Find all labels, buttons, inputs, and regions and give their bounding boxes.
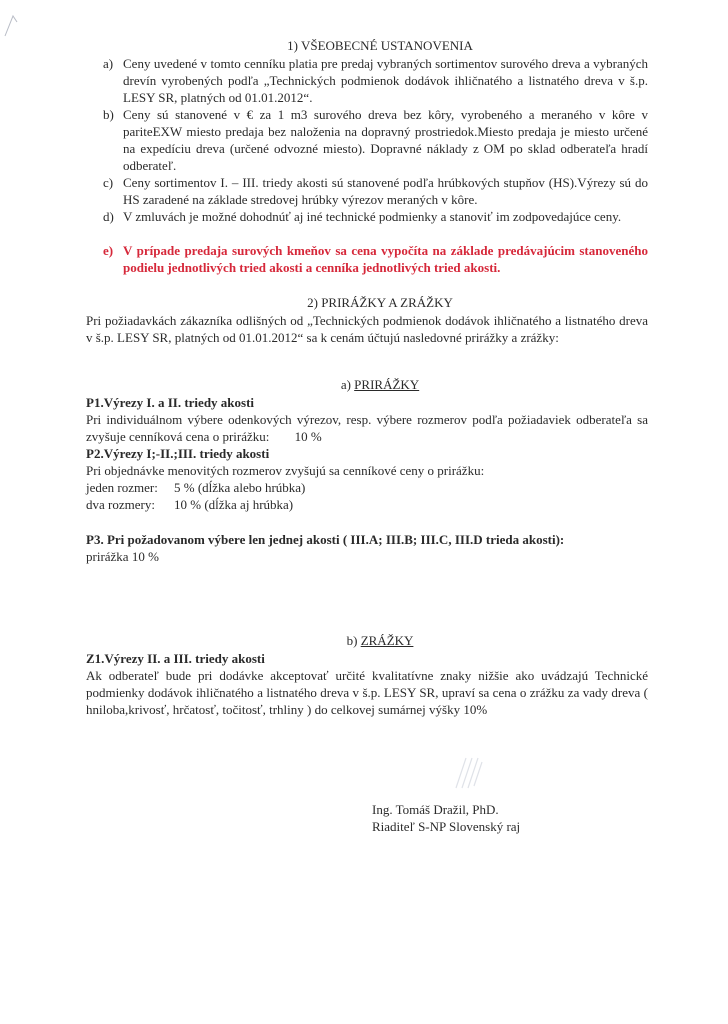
p1-value: 10 %: [294, 429, 322, 444]
p2-row-value: 10 % (dĺžka aj hrúbka): [174, 497, 294, 512]
prirazky-heading: [100, 376, 660, 393]
p1-text: [86, 411, 648, 445]
list-item: [103, 174, 648, 208]
scan-mark-icon: [3, 12, 23, 38]
p2-row: [86, 496, 293, 513]
signature-role: Riaditeľ S-NP Slovenský raj: [372, 819, 521, 834]
zrazky-letter: b): [346, 633, 358, 648]
p1-title: P1.Výrezy I. a II. triedy akosti: [86, 395, 255, 410]
z1-title: Z1.Výrezy II. a III. triedy akosti: [86, 651, 265, 666]
p3-title: P3. Pri požadovanom výbere len jednej akosti ( III.A; III.B; III.C, III.D trieda akosti):: [86, 532, 565, 547]
section2-heading: 2) PRIRÁŽKY A ZRÁŽKY: [307, 295, 453, 310]
list-item: [103, 55, 648, 106]
p2-row-label: dva rozmery:: [86, 497, 155, 512]
p2-row: [86, 479, 305, 496]
prirazky-letter: a): [340, 377, 351, 392]
z1-text: Ak odberateľ bude pri dodávke akceptovať určité kvalitatívne znaky nižšie ako uvádzajú Technické podmienky dodávok ihličnatého a listnatého dreva v š.p. LESY SR, upraví sa cena o zrážku za vady dreva ( hniloba,krivosť, hrčatosť, točitosť, trhliny ) do celkovej sumárnej výšky 10%: [86, 668, 648, 717]
p2-row-value: 5 % (dĺžka alebo hrúbka): [174, 480, 306, 495]
signature-name: Ing. Tomáš Dražil, PhD.: [372, 802, 499, 817]
p2-text: Pri objednávke menovitých rozmerov zvyšujú sa cenníkové ceny o prirážku:: [86, 463, 485, 478]
list-item: [103, 208, 648, 225]
list-letter: a): [103, 56, 114, 71]
list-item: [103, 106, 648, 174]
prirazky-title: PRIRÁŽKY: [354, 377, 420, 392]
list-text: Ceny uvedené v tomto cenníku platia pre predaj vybraných sortimentov surového dreva a vybraných drevín vyrobených podľa „Technických podmienok dodávok ihličnatého a listnatého dreva v š.p. LESY SR, platných od 01.01.2012“.: [123, 56, 648, 105]
list-text: V zmluvách je možné dohodnúť aj iné technické podmienky a stanoviť im zodpovedajúce ceny.: [123, 209, 622, 224]
section2-intro: Pri požiadavkách zákazníka odlišných od „Technických podmienok dodávok ihličnatého a listnatého dreva v š.p. LESY SR, platných od 01.01.2012“ sa k cenám účtujú nasledovné prirážky a zrážky:: [86, 313, 648, 345]
zrazky-title: ZRÁŽKY: [360, 633, 414, 648]
p1-text-body: Pri individuálnom výbere odenkových výrezov, resp. výbere rozmerov podľa požiadaviek odberateľa sa zvyšuje cenníková cena o prirážku:: [86, 412, 648, 444]
signature-mark-icon: [448, 752, 490, 794]
p3-text: prirážka 10 %: [86, 549, 159, 564]
list-letter: b): [103, 107, 114, 122]
list-letter: d): [103, 209, 114, 224]
list-text: Ceny sortimentov I. – III. triedy akosti sú stanovené podľa hrúbkových stupňov (HS).Výrezy sú do HS zaradené na základe stredovej hrúbky výrezov meraných v kôre.: [123, 175, 648, 207]
list-item-highlight: [103, 242, 648, 276]
list-text: V prípade predaja surových kmeňov sa cena vypočíta na základe predávajúcim stanoveného podielu jednotlivých tried akosti a cenníka jednotlivých tried akosti.: [123, 243, 648, 275]
list-text: Ceny sú stanovené v € za 1 m3 surového dreva bez kôry, vyrobeného a meraného v kôre v pariteEXW miesto predaja bez naloženia na dopravný prostriedok.Miesto predaja je miesto určené na expedíciu dreva (určené odvozné miesto). Dopravné náklady z OM po sklad odberateľa hradí odberateľ.: [123, 107, 648, 173]
list-letter: c): [103, 175, 114, 190]
p2-title: P2.Výrezy I;-II.;III. triedy akosti: [86, 446, 270, 461]
zrazky-heading: [100, 632, 660, 649]
p2-row-label: jeden rozmer:: [86, 480, 158, 495]
list-letter: e): [103, 243, 114, 258]
section1-heading: 1) VŠEOBECNÉ USTANOVENIA: [287, 38, 473, 53]
